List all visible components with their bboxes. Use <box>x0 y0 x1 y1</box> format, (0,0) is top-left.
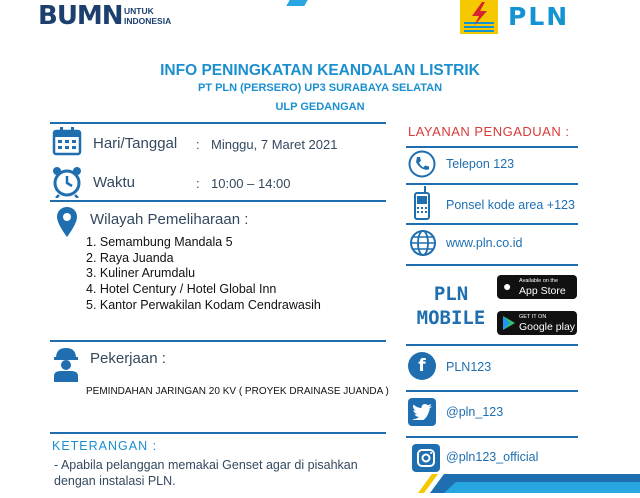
note-text: - Apabila pelanggan memakai Genset agar di pisahkan dengan instalasi PLN. <box>54 458 358 488</box>
time-label: Waktu <box>93 174 135 191</box>
app-store-big-text: App Store <box>519 285 566 297</box>
app-name-line-2: MOBILE <box>416 307 486 329</box>
google-play-small-text: GET IT ON <box>519 314 547 320</box>
list-item: 4. Hotel Century / Hotel Global Inn <box>86 282 277 297</box>
complaint-services-title: LAYANAN PENGADUAN : <box>408 124 570 139</box>
mobile-phone-icon <box>414 186 430 225</box>
complaint-phone[interactable]: Telepon 123 <box>446 157 515 171</box>
app-name-line-1: PLN <box>433 283 469 305</box>
list-item: 2. Raya Juanda <box>86 250 174 265</box>
date-value: Minggu, 7 Maret 2021 <box>211 137 338 152</box>
divider <box>406 146 578 148</box>
facebook-icon: f <box>408 352 436 380</box>
app-store-small-text: Available on the <box>519 278 559 284</box>
apple-icon: ● <box>503 278 512 294</box>
calendar-icon <box>52 126 82 161</box>
bumn-tagline: UNTUK INDONESIA <box>124 6 172 26</box>
note-label: KETERANGAN : <box>52 439 158 453</box>
time-value: 10:00 – 14:00 <box>211 176 291 191</box>
pln-logo <box>460 0 580 34</box>
divider <box>50 432 386 434</box>
bumn-logo-text: BUMN <box>38 1 123 31</box>
area-label: Wilayah Pemeliharaan : <box>90 211 249 228</box>
pln-mobile-app-name <box>414 282 488 330</box>
google-play-button[interactable] <box>497 311 577 335</box>
complaint-instagram[interactable]: @pln123_official <box>446 450 539 464</box>
company-subtitle: PT PLN (PERSERO) UP3 SURABAYA SELATAN <box>197 82 443 94</box>
complaint-website[interactable]: www.pln.co.id <box>446 236 523 250</box>
divider <box>50 122 386 124</box>
divider <box>50 340 386 342</box>
decorative-accent <box>286 0 307 6</box>
globe-icon <box>409 229 437 262</box>
twitter-icon <box>408 398 436 426</box>
divider <box>406 264 578 266</box>
page-title: INFO PENINGKATAN KEANDALAN LISTRIK <box>160 62 480 79</box>
complaint-facebook[interactable]: PLN123 <box>446 360 492 374</box>
footer-decoration <box>404 474 640 493</box>
complaint-mobile[interactable]: Ponsel kode area +123 <box>446 198 575 212</box>
list-item: 3. Kuliner Arumdalu <box>86 266 196 281</box>
divider <box>406 223 578 225</box>
pln-logo-text: PLN <box>508 2 570 31</box>
list-item: 5. Kantor Perwakilan Kodam Cendrawasih <box>86 297 321 312</box>
date-colon: : <box>196 137 200 152</box>
date-label: Hari/Tanggal <box>93 135 178 152</box>
phone-icon <box>408 150 436 183</box>
time-colon: : <box>196 176 200 191</box>
work-value: PEMINDAHAN JARINGAN 20 KV ( PROYEK DRAINASE JUANDA ) <box>86 386 389 397</box>
instagram-icon <box>412 444 440 472</box>
google-play-big-text: Google play <box>519 321 576 333</box>
pln-lightning-icon <box>460 0 498 34</box>
divider <box>406 344 578 346</box>
bumn-logo <box>38 2 178 32</box>
divider <box>406 183 578 185</box>
complaint-twitter[interactable]: @pln_123 <box>446 405 504 419</box>
maintenance-site-list <box>86 235 321 314</box>
location-pin-icon <box>56 206 78 243</box>
app-store-button[interactable] <box>497 275 577 299</box>
list-item: 1. Semambung Mandala 5 <box>86 235 233 249</box>
clock-icon <box>51 166 83 203</box>
work-label: Pekerjaan : <box>90 350 166 367</box>
divider <box>406 436 578 438</box>
worker-icon <box>52 346 80 387</box>
unit-subtitle: ULP GEDANGAN <box>275 101 365 113</box>
divider <box>50 200 386 202</box>
google-play-icon <box>503 316 515 335</box>
divider <box>406 390 578 392</box>
